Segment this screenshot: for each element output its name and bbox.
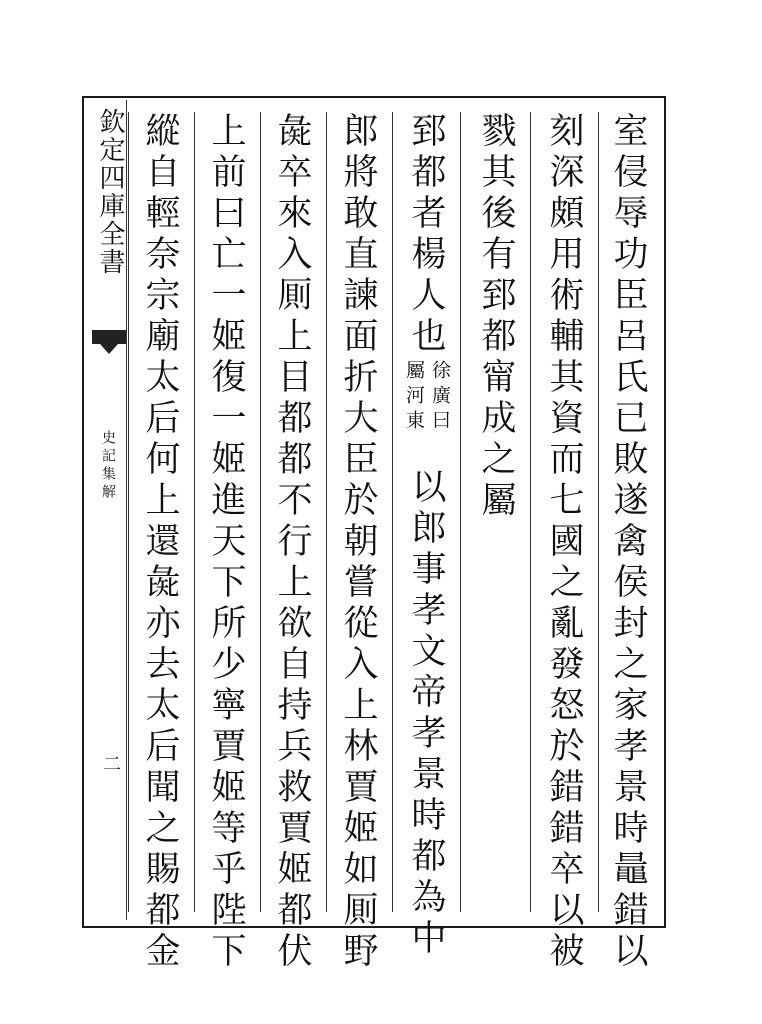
fishtail-point: [100, 344, 118, 358]
commentary-line-1: 徐廣曰: [429, 360, 451, 435]
column-text: 室侵辱功臣呂氏已敗遂禽侯封之家孝景時鼂錯以: [608, 112, 648, 973]
column-text: 上前曰亡一姬復一姬進天下所少寧賈姬等乎陛下: [206, 112, 246, 973]
text-column-3: [460, 112, 530, 912]
column-text-a: 郅都者楊人也: [406, 112, 446, 358]
column-text: 刻深頗用術輔其資而七國之亂發怒於錯錯卒以被: [544, 112, 584, 973]
text-column-4: [392, 112, 460, 960]
text-column-2: [530, 112, 598, 973]
text-column-7: [194, 112, 260, 973]
banxin-strip: [92, 100, 127, 920]
column-text: 戮其後有郅都甯成之屬: [476, 112, 516, 522]
column-text: 郎將敢直諫面折大臣於朝嘗從入上林賈姬如厠野: [338, 112, 378, 973]
fishtail-ornament: [92, 330, 126, 344]
text-column-1: [598, 112, 654, 973]
text-column-5: [326, 112, 392, 973]
column-text: 縱自輕奈宗廟太后何上還彘亦去太后聞之賜都金: [140, 112, 180, 973]
text-column-8: [128, 112, 194, 973]
column-text: 彘卒來入厠上目都都不行上欲自持兵救賈姬都伏: [272, 112, 312, 973]
page-number: 二: [100, 754, 121, 772]
book-title: 欽定四庫全書: [95, 108, 125, 276]
column-text-b: 以郎事孝文帝孝景時都為中: [406, 468, 446, 960]
book-subtitle: 史記集解: [100, 430, 116, 502]
text-column-6: [260, 112, 326, 973]
commentary-line-2: 屬河東: [403, 360, 425, 435]
